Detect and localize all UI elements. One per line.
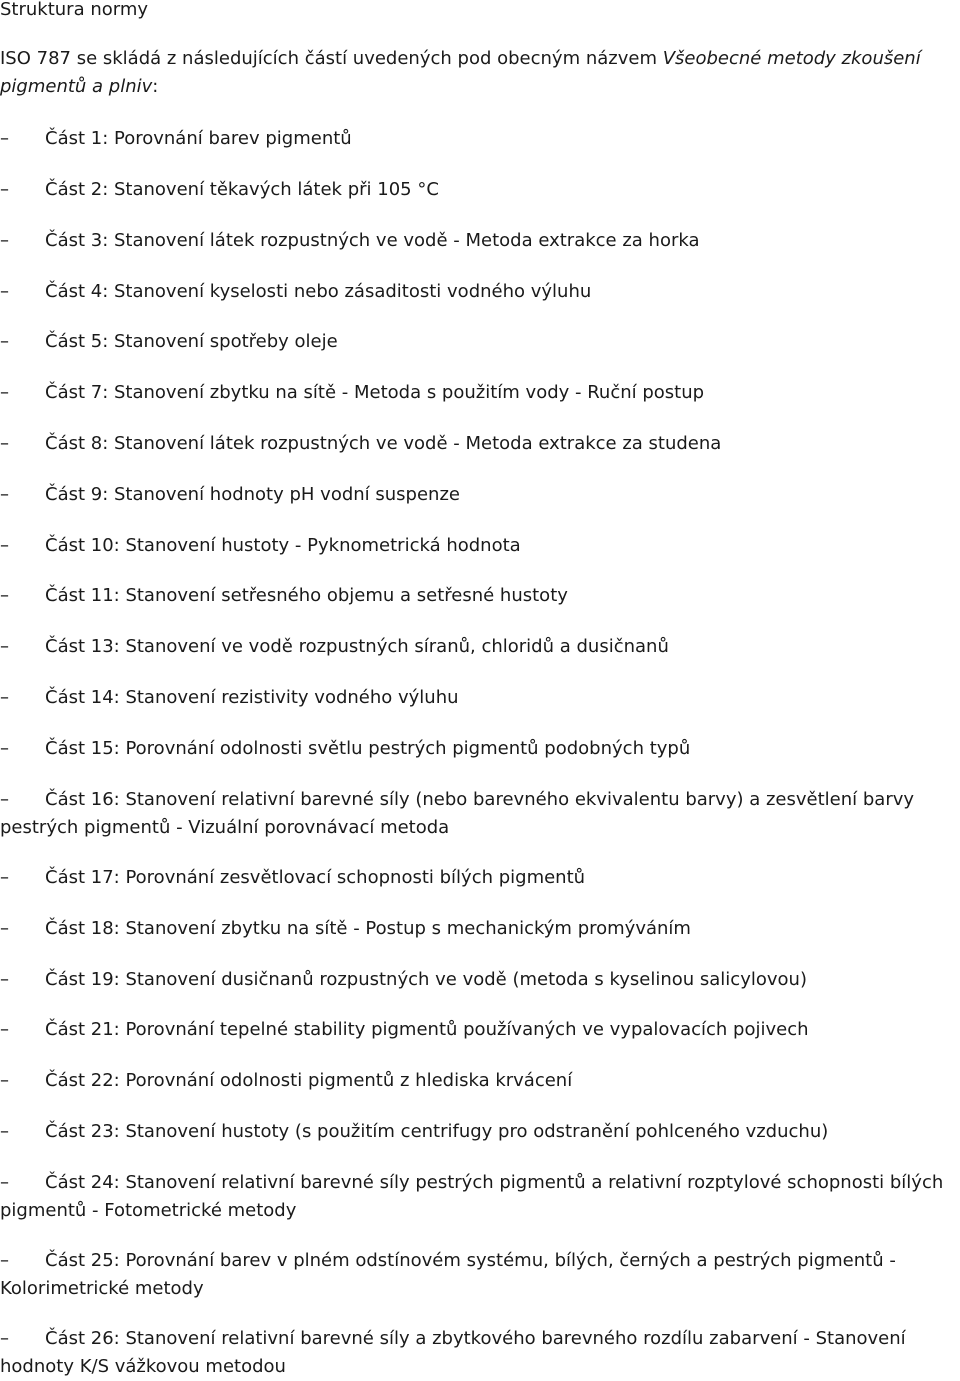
part-title: Část 24: Stanovení relativní barevné síly pestrých pigmentů a relativní rozptylové schopnosti bílých pigmentů - Fotometrické metody [0, 1172, 944, 1221]
part-title: Část 7: Stanovení zbytku na sítě - Metoda s použitím vody - Ruční postup [45, 382, 705, 403]
part-list-item [0, 1016, 958, 1044]
list-dash: – [0, 687, 9, 708]
intro-colon: : [152, 76, 159, 97]
list-dash: – [0, 1172, 9, 1193]
part-list-item [0, 786, 958, 842]
list-dash: – [0, 738, 9, 759]
part-title: Část 25: Porovnání barev v plném odstínovém systému, bílých, černých a pestrých pigmentů - Kolorimetrické metody [0, 1250, 896, 1299]
part-list-item [0, 1118, 958, 1146]
part-list-item [0, 379, 958, 407]
list-dash: – [0, 789, 9, 810]
part-list-item [0, 864, 958, 892]
part-list-item [0, 481, 958, 509]
list-dash: – [0, 484, 9, 505]
part-title: Část 18: Stanovení zbytku na sítě - Postup s mechanickým promýváním [45, 918, 691, 939]
list-dash: – [0, 230, 9, 251]
list-dash: – [0, 179, 9, 200]
part-title: Část 17: Porovnání zesvětlovací schopnosti bílých pigmentů [45, 867, 586, 888]
part-list-item [0, 125, 958, 153]
section-heading: Struktura normy [0, 0, 149, 20]
intro-text: ISO 787 se skládá z následujících částí uvedených pod obecným názvem [0, 48, 663, 69]
part-title: Část 21: Porovnání tepelné stability pigmentů používaných ve vypalovacích pojivech [45, 1019, 809, 1040]
part-list-item [0, 278, 958, 306]
part-list-item [0, 176, 958, 204]
list-dash: – [0, 1328, 9, 1349]
part-title: Část 5: Stanovení spotřeby oleje [45, 331, 338, 352]
part-title: Část 10: Stanovení hustoty - Pyknometrická hodnota [45, 535, 521, 556]
list-dash: – [0, 128, 9, 149]
part-list-item [0, 1247, 958, 1303]
list-dash: – [0, 1070, 9, 1091]
part-title: Část 11: Stanovení setřesného objemu a setřesné hustoty [45, 585, 568, 606]
list-dash: – [0, 1019, 9, 1040]
list-dash: – [0, 433, 9, 454]
part-title: Část 4: Stanovení kyselosti nebo zásaditosti vodného výluhu [45, 281, 592, 302]
part-list-item [0, 633, 958, 661]
part-list-item [0, 1169, 958, 1225]
part-title: Část 16: Stanovení relativní barevné síly (nebo barevného ekvivalentu barvy) a zesvětlení barvy pestrých pigmentů - Vizuální porovnávací metoda [0, 789, 915, 838]
part-list-item [0, 227, 958, 255]
list-dash: – [0, 1121, 9, 1142]
list-dash: – [0, 636, 9, 657]
part-title: Část 26: Stanovení relativní barevné síly a zbytkového barevného rozdílu zabarvení - Stanovení hodnoty K/S vážkovou metodou [0, 1328, 906, 1377]
part-list-item [0, 328, 958, 356]
part-list-item [0, 1067, 958, 1095]
list-dash: – [0, 382, 9, 403]
list-dash: – [0, 281, 9, 302]
part-list-item [0, 582, 958, 610]
list-dash: – [0, 867, 9, 888]
part-list-item [0, 430, 958, 458]
part-list-item [0, 1325, 958, 1381]
list-dash: – [0, 585, 9, 606]
part-list-item [0, 915, 958, 943]
list-dash: – [0, 1250, 9, 1271]
part-list-item [0, 684, 958, 712]
intro-paragraph [0, 45, 958, 101]
part-title: Část 2: Stanovení těkavých látek při 105 °C [45, 179, 439, 200]
list-dash: – [0, 918, 9, 939]
intro-series-title: Všeobecné metody zkoušení pigmentů a plniv [0, 48, 921, 97]
part-list-item [0, 532, 958, 560]
part-title: Část 15: Porovnání odolnosti světlu pestrých pigmentů podobných typů [45, 738, 691, 759]
list-dash: – [0, 535, 9, 556]
list-dash: – [0, 969, 9, 990]
part-title: Část 19: Stanovení dusičnanů rozpustných ve vodě (metoda s kyselinou salicylovou) [45, 969, 807, 990]
part-title: Část 3: Stanovení látek rozpustných ve vodě - Metoda extrakce za horka [45, 230, 700, 251]
part-title: Část 9: Stanovení hodnoty pH vodní suspenze [45, 484, 460, 505]
part-title: Část 13: Stanovení ve vodě rozpustných síranů, chloridů a dusičnanů [45, 636, 669, 657]
part-title: Část 22: Porovnání odolnosti pigmentů z hlediska krvácení [45, 1070, 573, 1091]
part-list-item [0, 735, 958, 763]
list-dash: – [0, 331, 9, 352]
part-title: Část 23: Stanovení hustoty (s použitím centrifugy pro odstranění pohlceného vzduchu) [45, 1121, 829, 1142]
part-list-item [0, 966, 958, 994]
part-title: Část 1: Porovnání barev pigmentů [45, 128, 352, 149]
part-title: Část 8: Stanovení látek rozpustných ve vodě - Metoda extrakce za studena [45, 433, 722, 454]
part-title: Část 14: Stanovení rezistivity vodného výluhu [45, 687, 459, 708]
